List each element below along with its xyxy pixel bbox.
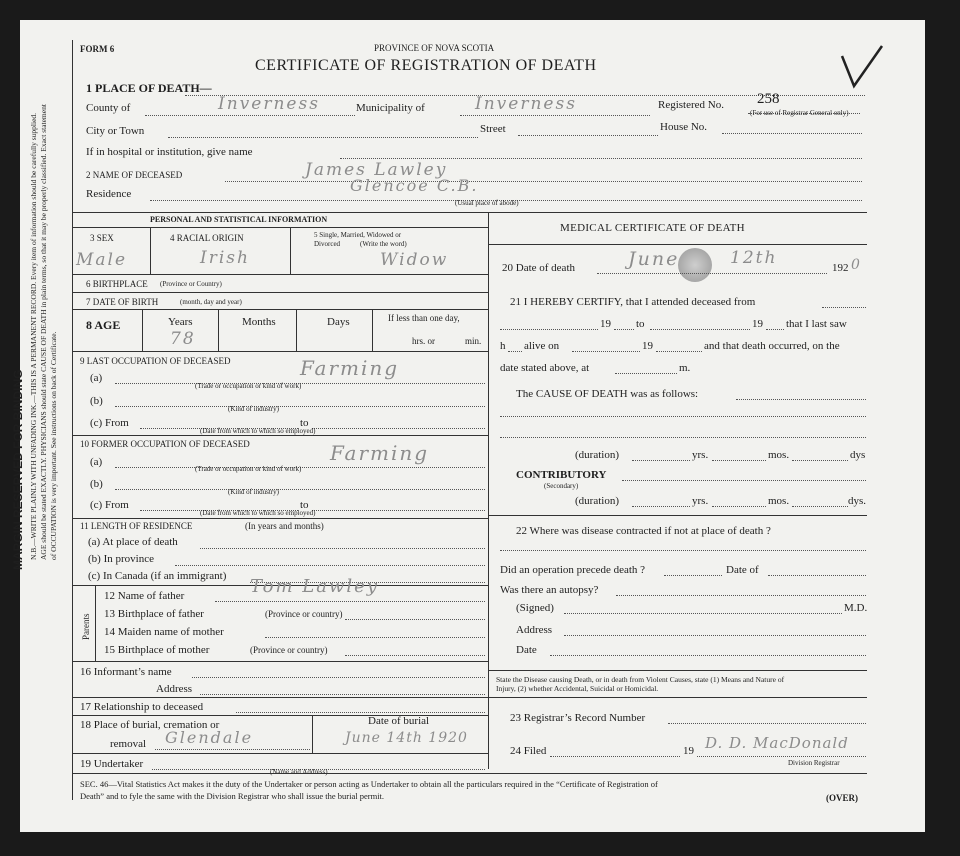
- margin-note-line-3: of OCCUPATION is very important. See instructions on back of Certificate.: [49, 331, 58, 560]
- last-occ-b-label: (b): [90, 395, 103, 407]
- mos-label-1: mos.: [768, 449, 790, 461]
- state-note-2: Injury, (2) whether Accidental, Suicidal or Homicidal.: [496, 684, 659, 693]
- marital-label-2: Divorced: [314, 240, 341, 248]
- certify-19-a: 19: [600, 318, 611, 330]
- racial-origin-value: Irish: [200, 248, 250, 268]
- days-label: Days: [327, 316, 350, 328]
- duration-label-2: (duration): [575, 495, 619, 507]
- date-of-burial-value: June 14th 1920: [345, 730, 468, 746]
- in-canada-label: (c) In Canada (if an immigrant): [88, 570, 227, 582]
- less-than-day-label: If less than one day,: [388, 313, 460, 323]
- certificate-title: CERTIFICATE OF REGISTRATION OF DEATH: [255, 57, 597, 74]
- father-birthplace-note: (Province or country): [265, 609, 343, 619]
- months-label: Months: [242, 316, 276, 328]
- operation-date-label: Date of: [726, 564, 759, 576]
- alive-19: 19: [642, 340, 653, 352]
- last-occ-a-label: (a): [90, 372, 103, 384]
- center-divider: [488, 212, 489, 769]
- last-occ-c-label: (c) From: [90, 417, 129, 429]
- deceased-name-value: James Lawley: [305, 160, 448, 180]
- length-of-residence-label: 11 LENGTH OF RESIDENCE: [80, 521, 193, 531]
- former-occupation-value: Farming: [330, 441, 430, 465]
- residence-label: Residence: [86, 188, 132, 200]
- record-number-label: 23 Registrar’s Record Number: [510, 712, 646, 724]
- secondary-note: (Secondary): [544, 482, 579, 490]
- dys-label-2: dys.: [848, 495, 867, 507]
- footer-line-2: Death” and to fyle the same with the Division Registrar who shall issue the burial permit.: [80, 791, 385, 801]
- industry-note-1: (Kind of industry): [228, 405, 279, 413]
- informant-address-label: Address: [156, 683, 193, 695]
- sex-label: 3 SEX: [90, 233, 114, 243]
- dob-label: 7 DATE OF BIRTH: [86, 297, 159, 307]
- registered-label: Registered No.: [658, 99, 724, 111]
- contributory-label: CONTRIBUTORY: [516, 469, 607, 481]
- and-death-label: and that death occurred, on the: [704, 340, 840, 352]
- father-name-value: Tom Lawley: [250, 576, 379, 597]
- informant-label: 16 Informant’s name: [80, 666, 172, 678]
- racial-origin-label: 4 RACIAL ORIGIN: [170, 233, 244, 243]
- min-label: min.: [465, 336, 482, 346]
- alive-on-label: alive on: [524, 340, 560, 352]
- house-no-label: House No.: [660, 121, 708, 133]
- date-of-death-label: 20 Date of death: [502, 262, 575, 274]
- mother-birthplace-label: 15 Birthplace of mother: [104, 644, 210, 656]
- medical-address-label: Address: [516, 624, 553, 636]
- death-day-value: 12th: [730, 248, 778, 268]
- mother-birthplace-note: (Province or country): [250, 645, 328, 655]
- in-province-label: (b) In province: [88, 553, 154, 565]
- former-occ-b-label: (b): [90, 478, 103, 490]
- year-prefix: 192: [832, 262, 849, 274]
- certify-to: to: [636, 318, 645, 330]
- form-number: FORM 6: [80, 44, 115, 54]
- former-occ-to-label: to: [300, 499, 309, 511]
- age-label: 8 AGE: [86, 318, 121, 332]
- medical-date-label: Date: [516, 644, 537, 656]
- filed-19: 19: [683, 745, 694, 757]
- registered-number: 258: [757, 91, 780, 107]
- division-registrar-signature: D. D. MacDonald: [705, 734, 849, 752]
- md-label: M.D.: [844, 602, 868, 614]
- duration-label-1: (duration): [575, 449, 619, 461]
- parents-label: Parents: [81, 613, 91, 640]
- yrs-label-1: yrs.: [692, 449, 709, 461]
- relationship-label: 17 Relationship to deceased: [80, 701, 204, 713]
- certify-19-b: 19: [752, 318, 763, 330]
- dob-note: (month, day and year): [180, 298, 242, 306]
- burial-place-value: Glendale: [165, 728, 254, 747]
- last-occupation-label: 9 LAST OCCUPATION OF DECEASED: [80, 356, 231, 366]
- industry-note-2: (Kind of industry): [228, 488, 279, 496]
- employed-note-1: (Date from which to which so employed): [200, 427, 316, 435]
- cause-label: The CAUSE OF DEATH was as follows:: [516, 388, 699, 400]
- binding-margin: [10, 50, 70, 570]
- registrar-note: (For use of Registrar General only): [750, 109, 849, 117]
- certify-label: 21 I HEREBY CERTIFY, that I attended deceased from: [510, 296, 756, 308]
- trade-note-2: (Trade or occupation or kind of work): [195, 465, 302, 473]
- last-saw-label: that I last saw: [786, 318, 847, 330]
- street-label: Street: [480, 123, 506, 135]
- division-registrar-note: Division Registrar: [788, 759, 840, 767]
- burial-label-1: 18 Place of burial, cremation or: [80, 719, 220, 731]
- municipality-label: Municipality of: [356, 102, 425, 114]
- filed-label: 24 Filed: [510, 745, 547, 757]
- province-label: PROVINCE OF NOVA SCOTIA: [374, 43, 495, 53]
- place-of-death-heading: 1 PLACE OF DEATH—: [86, 81, 212, 95]
- birthplace-note: (Province or Country): [160, 280, 222, 288]
- m-label: m.: [679, 362, 691, 374]
- deceased-name-label: 2 NAME OF DECEASED: [86, 170, 183, 180]
- margin-note-line-1: N.B.—WRITE PLAINLY WITH UNFADING INK.—THIS IS A PERMANENT RECORD. Every item of information should be carefully supplied.: [29, 112, 38, 560]
- municipality-value: Inverness: [475, 94, 577, 114]
- embossed-seal: [678, 248, 712, 282]
- footer-line-1: SEC. 46—Vital Statistics Act makes it the duty of the Undertaker or person acting as Undertaker to obtain all the particulars required in the “Certificate of Registration of: [80, 779, 658, 789]
- mother-name-label: 14 Maiden name of mother: [104, 626, 224, 638]
- employed-note-2: (Date from which to which so employed): [200, 509, 316, 517]
- usual-abode-note: (Usual place of abode): [455, 199, 519, 207]
- burial-label-2: removal: [110, 738, 147, 750]
- dys-label-1: dys: [850, 449, 866, 461]
- margin-note-line-2: AGE should be stated EXACTLY. PHYSICIANS should state CAUSE OF DEATH in plain terms, so that it may be properly classified. Exact statement: [39, 104, 48, 560]
- contracted-label: 22 Where was disease contracted if not at place of death ?: [516, 525, 771, 537]
- personal-heading: PERSONAL AND STATISTICAL INFORMATION: [150, 215, 328, 224]
- yrs-label-2: yrs.: [692, 495, 709, 507]
- at-place-label: (a) At place of death: [88, 536, 178, 548]
- length-note: (In years and months): [245, 521, 324, 531]
- marital-value: Widow: [380, 250, 449, 270]
- binding-label: MARGIN RESERVED FOR BINDING: [11, 369, 25, 570]
- county-value: Inverness: [218, 94, 320, 114]
- medical-heading: MEDICAL CERTIFICATE OF DEATH: [560, 222, 745, 234]
- city-label: City or Town: [86, 125, 145, 137]
- former-occ-c-label: (c) From: [90, 499, 129, 511]
- operation-label: Did an operation precede death ?: [500, 564, 646, 576]
- father-birthplace-label: 13 Birthplace of father: [104, 608, 204, 620]
- over-label: (OVER): [826, 793, 858, 803]
- autopsy-label: Was there an autopsy?: [500, 584, 599, 596]
- date-of-burial-label: Date of burial: [368, 715, 430, 727]
- state-note-1: State the Disease causing Death, or in death from Violent Causes, state (1) Means and Nature of: [496, 675, 785, 684]
- mos-label-2: mos.: [768, 495, 790, 507]
- years-value: 78: [170, 329, 196, 349]
- death-month-value: June: [628, 248, 680, 270]
- last-occupation-value: Farming: [300, 356, 400, 380]
- check-mark-icon: [838, 42, 888, 92]
- residence-value: Glencoe C.B.: [350, 176, 479, 195]
- marital-label-3: (Write the word): [360, 240, 407, 248]
- former-occ-a-label: (a): [90, 456, 103, 468]
- former-occupation-label: 10 FORMER OCCUPATION OF DECEASED: [80, 439, 250, 449]
- birthplace-label: 6 BIRTHPLACE: [86, 279, 148, 289]
- last-occ-to-label: to: [300, 417, 309, 429]
- sex-value: Male: [76, 250, 128, 270]
- years-label: Years: [168, 316, 193, 328]
- undertaker-label: 19 Undertaker: [80, 758, 144, 770]
- signed-label: (Signed): [516, 602, 554, 614]
- h-label: h: [500, 340, 506, 352]
- year-value: 0: [851, 257, 862, 273]
- undertaker-note: (Name and Address): [270, 768, 328, 776]
- county-label: County of: [86, 102, 131, 114]
- left-border: [72, 40, 73, 800]
- date-stated-label: date stated above, at: [500, 362, 590, 374]
- hospital-label: If in hospital or institution, give name: [86, 146, 253, 158]
- trade-note-1: (Trade or occupation or kind of work): [195, 382, 302, 390]
- marital-label-1: 5 Single, Married, Widowed or: [314, 231, 402, 239]
- father-name-label: 12 Name of father: [104, 590, 185, 602]
- hrs-or-label: hrs. or: [412, 336, 435, 346]
